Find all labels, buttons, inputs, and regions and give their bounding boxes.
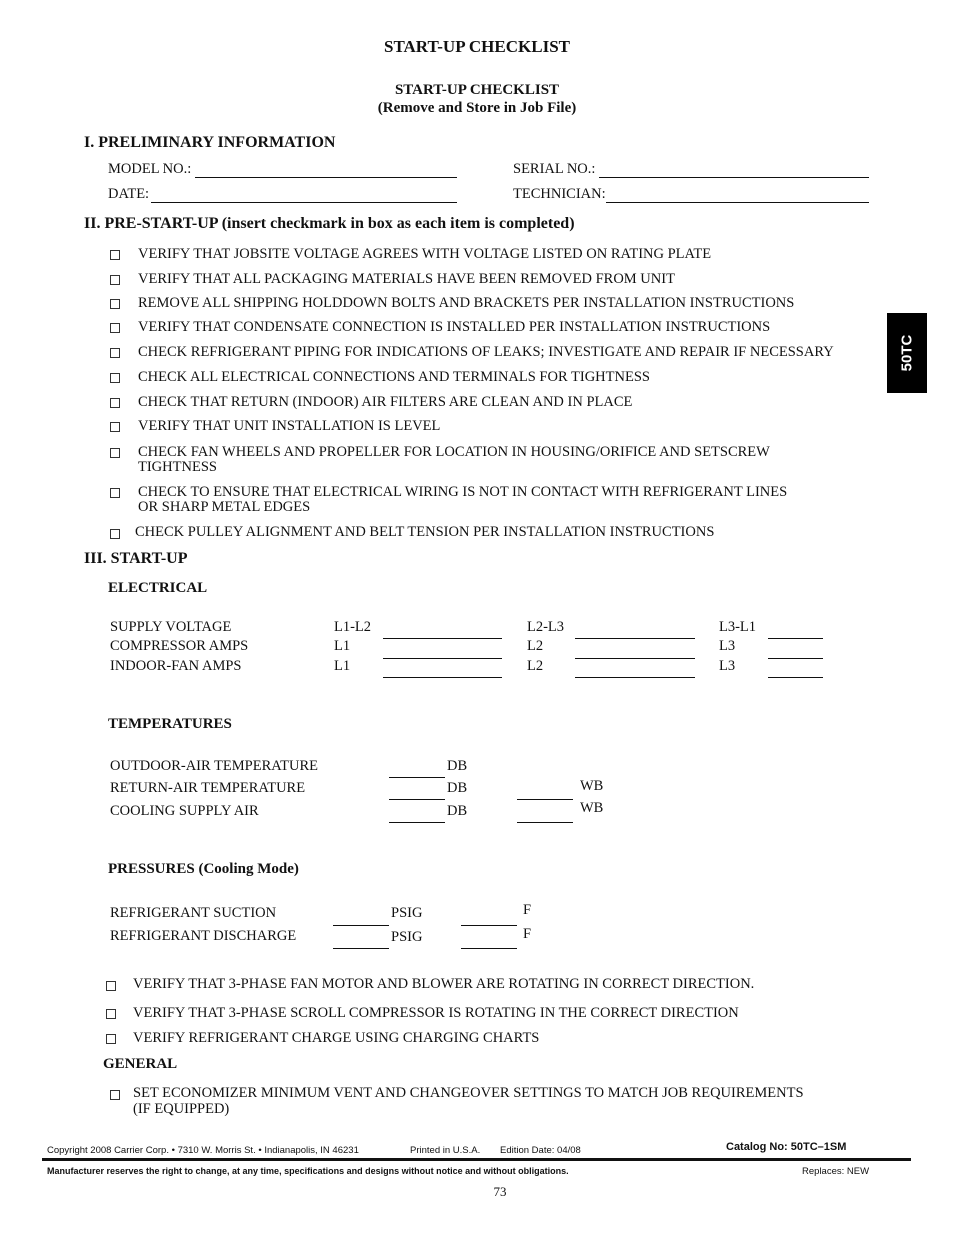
- pressures-heading: [108, 861, 299, 878]
- cooling-supply-wb-field[interactable]: [517, 822, 573, 823]
- section-prestartup-heading: II. PRE-START-UP (insert checkmark in box as each item is completed): [84, 215, 575, 232]
- technician-field[interactable]: [606, 202, 869, 203]
- footer-catalog-number: Catalog No: 50TC–1SM: [726, 1141, 847, 1153]
- prestart-checkbox-3[interactable]: [110, 299, 120, 309]
- indoor-fan-amps-l2-label: L2: [527, 658, 544, 674]
- compressor-amps-l2-field[interactable]: [575, 658, 695, 659]
- model-no-field[interactable]: [195, 177, 457, 178]
- outdoor-air-db-unit: DB: [447, 758, 468, 774]
- section-preliminary-heading: I. PRELIMINARY INFORMATION: [84, 134, 336, 151]
- side-tab: [887, 313, 927, 393]
- prestart-item-9: CHECK FAN WHEELS AND PROPELLER FOR LOCATION IN HOUSING/ORIFICE AND SETSCREW: [138, 444, 770, 460]
- prestart-item-11: CHECK PULLEY ALIGNMENT AND BELT TENSION PER INSTALLATION INSTRUCTIONS: [135, 524, 715, 540]
- supply-voltage-l1l2-field[interactable]: [383, 638, 502, 639]
- cooling-supply-db-field[interactable]: [389, 822, 445, 823]
- indoor-fan-amps-l3-field[interactable]: [768, 677, 823, 678]
- return-air-wb-unit: WB: [580, 778, 604, 794]
- footer-edition-date: Edition Date: 04/08: [500, 1145, 581, 1156]
- refrigerant-suction-psig-field[interactable]: [333, 925, 389, 926]
- section-startup-heading: III. START-UP: [84, 550, 188, 567]
- general-item-1: SET ECONOMIZER MINIMUM VENT AND CHANGEOVER SETTINGS TO MATCH JOB REQUIREMENTS: [133, 1085, 804, 1101]
- prestart-item-8: VERIFY THAT UNIT INSTALLATION IS LEVEL: [138, 418, 441, 434]
- pressures-heading-mode: (Cooling Mode): [194, 861, 299, 877]
- prestart-item-3: REMOVE ALL SHIPPING HOLDDOWN BOLTS AND BRACKETS PER INSTALLATION INSTRUCTIONS: [138, 295, 795, 311]
- outdoor-air-temp-label: OUTDOOR-AIR TEMPERATURE: [110, 758, 318, 774]
- refrigerant-suction-label: REFRIGERANT SUCTION: [110, 905, 277, 921]
- compressor-amps-l3-label: L3: [719, 638, 736, 654]
- prestart-item-10: CHECK TO ENSURE THAT ELECTRICAL WIRING IS NOT IN CONTACT WITH REFRIGERANT LINES: [138, 484, 788, 500]
- temperatures-heading: TEMPERATURES: [108, 716, 232, 732]
- prestart-item-9-cont: TIGHTNESS: [138, 459, 217, 475]
- refrigerant-discharge-psig-field[interactable]: [333, 948, 389, 949]
- prestart-checkbox-10[interactable]: [110, 488, 120, 498]
- supply-voltage-l3l1-field[interactable]: [768, 638, 823, 639]
- cooling-supply-air-label: COOLING SUPPLY AIR: [110, 803, 259, 819]
- indoor-fan-amps-l1-label: L1: [334, 658, 351, 674]
- return-air-db-unit: DB: [447, 780, 468, 796]
- verify-item-1: VERIFY THAT 3-PHASE FAN MOTOR AND BLOWER ARE ROTATING IN CORRECT DIRECTION.: [133, 976, 755, 992]
- supply-voltage-l2l3-label: L2-L3: [527, 619, 565, 635]
- date-label: DATE:: [108, 186, 150, 202]
- prestart-checkbox-11[interactable]: [110, 529, 120, 539]
- compressor-amps-l1-field[interactable]: [383, 658, 502, 659]
- return-air-wb-field[interactable]: [517, 799, 573, 800]
- general-item-1-cont: (IF EQUIPPED): [133, 1101, 230, 1117]
- prestart-item-6: CHECK ALL ELECTRICAL CONNECTIONS AND TERMINALS FOR TIGHTNESS: [138, 369, 650, 385]
- prestart-item-1: VERIFY THAT JOBSITE VOLTAGE AGREES WITH VOLTAGE LISTED ON RATING PLATE: [138, 246, 712, 262]
- indoor-fan-amps-l1-field[interactable]: [383, 677, 502, 678]
- prestart-item-7: CHECK THAT RETURN (INDOOR) AIR FILTERS ARE CLEAN AND IN PLACE: [138, 394, 633, 410]
- refrigerant-discharge-psig-unit: PSIG: [391, 929, 423, 945]
- footer-replaces: Replaces: NEW: [802, 1166, 870, 1177]
- prestart-item-4: VERIFY THAT CONDENSATE CONNECTION IS INSTALLED PER INSTALLATION INSTRUCTIONS: [138, 319, 771, 335]
- prestart-checkbox-6[interactable]: [110, 373, 120, 383]
- serial-no-label: SERIAL NO.:: [513, 161, 596, 177]
- date-field[interactable]: [151, 202, 457, 203]
- compressor-amps-l3-field[interactable]: [768, 658, 823, 659]
- prestart-item-5: CHECK REFRIGERANT PIPING FOR INDICATIONS OF LEAKS; INVESTIGATE AND REPAIR IF NECESSARY: [138, 344, 834, 360]
- outdoor-air-db-field[interactable]: [389, 777, 445, 778]
- prestart-item-10-cont: OR SHARP METAL EDGES: [138, 499, 311, 515]
- prestart-checkbox-7[interactable]: [110, 398, 120, 408]
- prestart-checkbox-4[interactable]: [110, 323, 120, 333]
- supply-voltage-label: SUPPLY VOLTAGE: [110, 619, 232, 635]
- page-number: 73: [493, 1184, 507, 1199]
- prestart-checkbox-9[interactable]: [110, 448, 120, 458]
- general-checkbox-1[interactable]: [110, 1090, 120, 1100]
- cooling-supply-wb-unit: WB: [580, 800, 604, 816]
- footer-disclaimer: Manufacturer reserves the right to change, at any time, specifications and designs without notice and without obligations.: [47, 1166, 569, 1176]
- general-heading: GENERAL: [103, 1056, 178, 1072]
- refrigerant-discharge-f-unit: F: [523, 926, 532, 942]
- refrigerant-suction-f-field[interactable]: [461, 925, 517, 926]
- checklist-instruction: (Remove and Store in Job File): [377, 100, 577, 116]
- checklist-subtitle: START-UP CHECKLIST: [394, 82, 560, 98]
- verify-checkbox-3[interactable]: [106, 1034, 116, 1044]
- verify-checkbox-2[interactable]: [106, 1009, 116, 1019]
- compressor-amps-l2-label: L2: [527, 638, 544, 654]
- supply-voltage-l1l2-label: L1-L2: [334, 619, 372, 635]
- supply-voltage-l2l3-field[interactable]: [575, 638, 695, 639]
- prestart-checkbox-5[interactable]: [110, 348, 120, 358]
- indoor-fan-amps-l2-field[interactable]: [575, 677, 695, 678]
- refrigerant-discharge-f-field[interactable]: [461, 948, 517, 949]
- compressor-amps-l1-label: L1: [334, 638, 351, 654]
- verify-item-2: VERIFY THAT 3-PHASE SCROLL COMPRESSOR IS ROTATING IN THE CORRECT DIRECTION: [133, 1005, 739, 1021]
- prestart-checkbox-1[interactable]: [110, 250, 120, 260]
- refrigerant-suction-psig-unit: PSIG: [391, 905, 423, 921]
- prestart-item-2: VERIFY THAT ALL PACKAGING MATERIALS HAVE BEEN REMOVED FROM UNIT: [138, 271, 675, 287]
- footer-copyright: Copyright 2008 Carrier Corp. • 7310 W. Morris St. • Indianapolis, IN 46231: [47, 1145, 359, 1156]
- compressor-amps-label: COMPRESSOR AMPS: [110, 638, 249, 654]
- indoor-fan-amps-label: INDOOR-FAN AMPS: [110, 658, 242, 674]
- verify-item-3: VERIFY REFRIGERANT CHARGE USING CHARGING CHARTS: [133, 1030, 540, 1046]
- return-air-db-field[interactable]: [389, 799, 445, 800]
- refrigerant-suction-f-unit: F: [523, 902, 532, 918]
- technician-label: TECHNICIAN:: [513, 186, 606, 202]
- model-no-label: MODEL NO.:: [108, 161, 192, 177]
- side-tab-label: 50TC: [898, 334, 916, 372]
- footer-divider: [42, 1158, 911, 1161]
- prestart-checkbox-8[interactable]: [110, 422, 120, 432]
- footer-printed: Printed in U.S.A.: [410, 1145, 481, 1156]
- prestart-checkbox-2[interactable]: [110, 275, 120, 285]
- page-title: START-UP CHECKLIST: [384, 37, 570, 56]
- electrical-heading: ELECTRICAL: [108, 580, 208, 596]
- refrigerant-discharge-label: REFRIGERANT DISCHARGE: [110, 928, 297, 944]
- indoor-fan-amps-l3-label: L3: [719, 658, 736, 674]
- supply-voltage-l3l1-label: L3-L1: [719, 619, 757, 635]
- verify-checkbox-1[interactable]: [106, 981, 116, 991]
- serial-no-field[interactable]: [599, 177, 869, 178]
- pressures-heading-bold: PRESSURES: [108, 861, 195, 877]
- cooling-supply-db-unit: DB: [447, 803, 468, 819]
- return-air-temp-label: RETURN-AIR TEMPERATURE: [110, 780, 306, 796]
